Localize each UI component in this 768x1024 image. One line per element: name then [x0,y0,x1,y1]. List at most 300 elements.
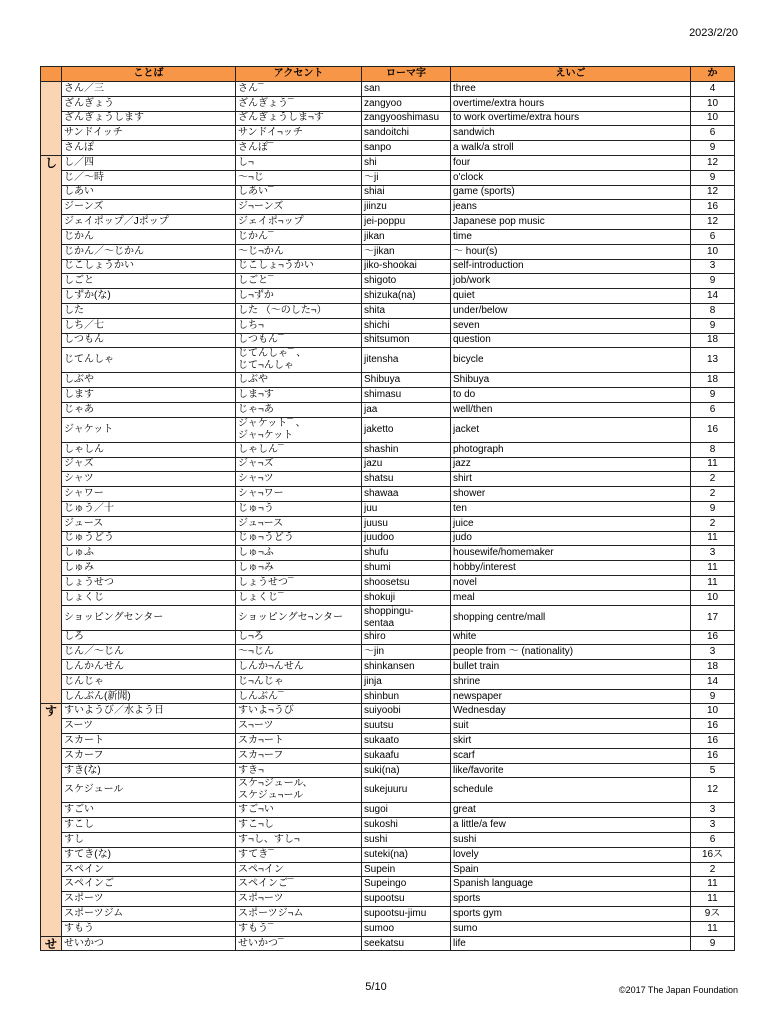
accent-cell: しゅ¬ふ [236,546,362,561]
kotoba-cell: スペインご [62,877,236,892]
eigo-cell: hobby/interest [451,561,691,576]
accent-cell: スケ¬ジュール、 スケジュ¬ール [236,778,362,803]
kotoba-cell: しょくじ [62,590,236,605]
lesson-cell: 16 [691,200,735,215]
lesson-cell: 10 [691,704,735,719]
eigo-cell: life [451,936,691,951]
header-row [41,67,735,82]
romaji-cell: shizuka(na) [362,289,451,304]
romaji-cell: ～jikan [362,244,451,259]
eigo-cell: schedule [451,778,691,803]
eigo-cell: shower [451,487,691,502]
eigo-cell: seven [451,318,691,333]
romaji-cell: suteki(na) [362,847,451,862]
romaji-cell: shokuji [362,590,451,605]
accent-cell: じてんしゃ¯ 、 じて¬んしゃ [236,348,362,373]
accent-cell: ショッピングセ¬ンター [236,605,362,630]
lesson-cell: 9 [691,318,735,333]
kotoba-cell: しんかんせん [62,660,236,675]
romaji-cell: ～jin [362,645,451,660]
eigo-cell: Spanish language [451,877,691,892]
romaji-cell: jinja [362,674,451,689]
table-row [41,704,735,719]
table-row [41,833,735,848]
table-row [41,803,735,818]
table-row [41,289,735,304]
eigo-cell: self-introduction [451,259,691,274]
eigo-cell: sushi [451,833,691,848]
kotoba-cell: しゃしん [62,442,236,457]
eigo-cell: ten [451,501,691,516]
table-row [41,155,735,170]
accent-cell: じ¬んじゃ [236,674,362,689]
page-number: 5/10 [365,981,387,993]
accent-cell: すもう¯ [236,921,362,936]
eigo-cell: question [451,333,691,348]
lesson-cell: 16 [691,417,735,442]
kotoba-cell: しぶや [62,373,236,388]
table-row [41,457,735,472]
lesson-cell: 4 [691,82,735,97]
romaji-cell: sukejuuru [362,778,451,803]
accent-cell: スペ¬イン [236,862,362,877]
lesson-cell: 12 [691,778,735,803]
table-row [41,660,735,675]
table-row [41,575,735,590]
table-row [41,689,735,704]
kotoba-cell: しろ [62,630,236,645]
eigo-cell: newspaper [451,689,691,704]
kotoba-cell: サンドイッチ [62,126,236,141]
lesson-cell: 2 [691,862,735,877]
romaji-cell: shitsumon [362,333,451,348]
kotoba-cell: した [62,303,236,318]
kotoba-cell: ジーンズ [62,200,236,215]
lesson-cell: 10 [691,96,735,111]
kotoba-cell: スポーツ [62,892,236,907]
table-row [41,417,735,442]
romaji-cell: jaa [362,402,451,417]
eigo-cell: quiet [451,289,691,304]
kotoba-cell: すこし [62,818,236,833]
table-row [41,333,735,348]
accent-cell: す¬し、すし¬ [236,833,362,848]
romaji-cell: Supein [362,862,451,877]
lesson-cell: 9 [691,936,735,951]
accent-cell: ス¬ーツ [236,719,362,734]
lesson-cell: 3 [691,259,735,274]
eigo-cell: a walk/a stroll [451,141,691,156]
accent-cell: じゅ¬うどう [236,531,362,546]
kotoba-cell: しょうせつ [62,575,236,590]
romaji-cell: juudoo [362,531,451,546]
accent-cell: し¬ろ [236,630,362,645]
kotoba-cell: シャツ [62,472,236,487]
eigo-cell: jeans [451,200,691,215]
accent-cell: スカ¬ート [236,734,362,749]
romaji-cell: sumoo [362,921,451,936]
kotoba-cell: します [62,388,236,403]
lesson-cell: 2 [691,472,735,487]
romaji-cell: suiyoobi [362,704,451,719]
accent-cell: すき¬ [236,763,362,778]
accent-cell: ～じ¬かん [236,244,362,259]
lesson-cell: 9 [691,388,735,403]
eigo-cell: shrine [451,674,691,689]
eigo-cell: o'clock [451,170,691,185]
kotoba-cell: しあい [62,185,236,200]
romaji-cell: shiai [362,185,451,200]
kotoba-cell: ジャケット [62,417,236,442]
accent-cell: しま¬す [236,388,362,403]
accent-cell: ジャ¬ズ [236,457,362,472]
kotoba-cell: スーツ [62,719,236,734]
lesson-cell: 16 [691,734,735,749]
lesson-cell: 5 [691,763,735,778]
lesson-cell: 11 [691,575,735,590]
romaji-cell: sugoi [362,803,451,818]
lesson-cell: 10 [691,244,735,259]
eigo-cell: Spain [451,862,691,877]
lesson-cell: 12 [691,155,735,170]
table-row [41,388,735,403]
lesson-cell: 10 [691,111,735,126]
accent-cell: すいよ¬うび [236,704,362,719]
lesson-cell: 9 [691,170,735,185]
romaji-cell: shumi [362,561,451,576]
accent-cell: スポ¬ーツ [236,892,362,907]
romaji-cell: Shibuya [362,373,451,388]
accent-cell: ジ¬ーンズ [236,200,362,215]
table-row [41,82,735,97]
romaji-cell: juusu [362,516,451,531]
eigo-cell: bicycle [451,348,691,373]
table-row [41,778,735,803]
eigo-cell: shirt [451,472,691,487]
table-row [41,847,735,862]
kotoba-cell: ジュース [62,516,236,531]
table-row [41,818,735,833]
kotoba-cell: ざんぎょうします [62,111,236,126]
lesson-cell: 10 [691,590,735,605]
table-row [41,936,735,951]
lesson-cell: 11 [691,561,735,576]
eigo-cell: ～ hour(s) [451,244,691,259]
kotoba-cell: すき(な) [62,763,236,778]
table-body [41,82,735,951]
romaji-cell: shawaa [362,487,451,502]
table-row [41,546,735,561]
romaji-cell: shichi [362,318,451,333]
accent-cell: じこしょ¬うかい [236,259,362,274]
table-row [41,674,735,689]
romaji-cell: jaketto [362,417,451,442]
eigo-cell: Wednesday [451,704,691,719]
accent-cell: じゃ¬あ [236,402,362,417]
kotoba-cell: じ／～時 [62,170,236,185]
accent-cell: スポーツジ¬ム [236,907,362,922]
kotoba-cell: すてき(な) [62,847,236,862]
table-row [41,96,735,111]
table-row [41,402,735,417]
lesson-cell: 2 [691,516,735,531]
accent-cell: さん¯ [236,82,362,97]
accent-cell: じゅ¬う [236,501,362,516]
table-row [41,442,735,457]
accent-cell: しんぶん¯ [236,689,362,704]
romaji-cell: juu [362,501,451,516]
romaji-cell: shinbun [362,689,451,704]
table-row [41,274,735,289]
romaji-cell: shashin [362,442,451,457]
eigo-cell: bullet train [451,660,691,675]
eigo-cell: meal [451,590,691,605]
lesson-cell: 14 [691,289,735,304]
table-row [41,244,735,259]
lesson-cell: 11 [691,892,735,907]
lesson-cell: 6 [691,402,735,417]
accent-cell: した （～のした¬） [236,303,362,318]
kotoba-cell: さん／三 [62,82,236,97]
romaji-cell: shatsu [362,472,451,487]
accent-cell: シャ¬ツ [236,472,362,487]
table-row [41,748,735,763]
eigo-cell: judo [451,531,691,546]
table-row [41,215,735,230]
eigo-cell: jacket [451,417,691,442]
eigo-cell: a little/a few [451,818,691,833]
kotoba-cell: せいかつ [62,936,236,951]
romaji-cell: supootsu-jimu [362,907,451,922]
accent-cell: さんぽ¯ [236,141,362,156]
kotoba-header: ことば [62,67,236,82]
kotoba-cell: スカート [62,734,236,749]
eigo-cell: Shibuya [451,373,691,388]
table-row [41,862,735,877]
table-row [41,763,735,778]
kotoba-cell: シャワー [62,487,236,502]
accent-cell: ジェイポ¬ップ [236,215,362,230]
kotoba-cell: ジェイポップ／Jポップ [62,215,236,230]
group-letter-cell: せ [41,936,62,951]
table-row [41,318,735,333]
kotoba-cell: すし [62,833,236,848]
accent-cell: しんか¬んせん [236,660,362,675]
table-row [41,373,735,388]
eigo-cell: job/work [451,274,691,289]
kotoba-cell: すいようび／水よう日 [62,704,236,719]
romaji-cell: shoppingu- sentaa [362,605,451,630]
romaji-cell: shi [362,155,451,170]
eigo-cell: sports [451,892,691,907]
table-row [41,259,735,274]
lesson-cell: 3 [691,546,735,561]
romaji-cell: san [362,82,451,97]
kotoba-cell: しち／七 [62,318,236,333]
kotoba-cell: すもう [62,921,236,936]
lesson-cell: 14 [691,674,735,689]
table-row [41,303,735,318]
lesson-cell: 6 [691,126,735,141]
table-row [41,170,735,185]
romaji-cell: ～ji [362,170,451,185]
lesson-cell: 17 [691,605,735,630]
romaji-cell: sushi [362,833,451,848]
kotoba-cell: じんじゃ [62,674,236,689]
romaji-cell: sukaato [362,734,451,749]
kotoba-cell: じこしょうかい [62,259,236,274]
lesson-cell: 12 [691,185,735,200]
accent-cell: しあい¯ [236,185,362,200]
lesson-cell: 3 [691,818,735,833]
kotoba-cell: ショッピングセンター [62,605,236,630]
lesson-cell: 16 [691,630,735,645]
accent-cell: しぶや [236,373,362,388]
romaji-cell: jiinzu [362,200,451,215]
romaji-cell: sukaafu [362,748,451,763]
lesson-header: か [691,67,735,82]
eigo-cell: suit [451,719,691,734]
lesson-cell: 6 [691,833,735,848]
eigo-cell: well/then [451,402,691,417]
kotoba-cell: じてんしゃ [62,348,236,373]
vocabulary-table [40,66,735,951]
romaji-cell: jazu [362,457,451,472]
lesson-cell: 18 [691,333,735,348]
accent-cell: ざんぎょうしま¬す [236,111,362,126]
eigo-cell: game (sports) [451,185,691,200]
accent-cell: スカ¬ーフ [236,748,362,763]
accent-cell: しゃしん¯ [236,442,362,457]
lesson-cell: 2 [691,487,735,502]
romaji-cell: shoosetsu [362,575,451,590]
romaji-cell: zangyoo [362,96,451,111]
table-row [41,141,735,156]
lesson-cell: 9 [691,689,735,704]
eigo-cell: scarf [451,748,691,763]
accent-cell: ジュ¬ース [236,516,362,531]
kotoba-cell: し／四 [62,155,236,170]
accent-cell: しち¬ [236,318,362,333]
table-row [41,907,735,922]
lesson-cell: 9 [691,274,735,289]
eigo-cell: Japanese pop music [451,215,691,230]
kotoba-cell: しごと [62,274,236,289]
lesson-cell: 11 [691,531,735,546]
romaji-cell: shigoto [362,274,451,289]
romaji-cell: shufu [362,546,451,561]
eigo-cell: jazz [451,457,691,472]
romaji-cell: supootsu [362,892,451,907]
eigo-cell: four [451,155,691,170]
table-row [41,719,735,734]
table-row [41,734,735,749]
lesson-cell: 11 [691,877,735,892]
eigo-cell: novel [451,575,691,590]
kotoba-cell: じゃあ [62,402,236,417]
kotoba-cell: しつもん [62,333,236,348]
kotoba-cell: しずか(な) [62,289,236,304]
kotoba-cell: スケジュール [62,778,236,803]
romaji-cell: shita [362,303,451,318]
lesson-cell: 6 [691,229,735,244]
accent-cell: シャ¬ワー [236,487,362,502]
table-row [41,645,735,660]
table-row [41,229,735,244]
table-row [41,630,735,645]
eigo-cell: sandwich [451,126,691,141]
accent-cell: し¬ [236,155,362,170]
accent-header: アクセント [236,67,362,82]
table-row [41,605,735,630]
table-row [41,472,735,487]
lesson-cell: 11 [691,457,735,472]
eigo-cell: to work overtime/extra hours [451,111,691,126]
table-row [41,921,735,936]
eigo-cell: juice [451,516,691,531]
accent-cell: すご¬い [236,803,362,818]
eigo-cell: white [451,630,691,645]
lesson-cell: 8 [691,442,735,457]
lesson-cell: 9 [691,501,735,516]
lesson-cell: 9 [691,141,735,156]
eigo-cell: like/favorite [451,763,691,778]
group-letter-cell: し [41,155,62,704]
romaji-cell: jikan [362,229,451,244]
romaji-cell: suki(na) [362,763,451,778]
accent-cell: ～¬じ [236,170,362,185]
romaji-cell: shinkansen [362,660,451,675]
document-date: 2023/2/20 [689,27,738,39]
kotoba-cell: スポーツジム [62,907,236,922]
lesson-cell: 16 [691,748,735,763]
romaji-header: ローマ字 [362,67,451,82]
romaji-cell: seekatsu [362,936,451,951]
accent-cell: すてき¯ [236,847,362,862]
kotoba-cell: じかん／～じかん [62,244,236,259]
group-header-cell [41,67,62,82]
kotoba-cell: すごい [62,803,236,818]
eigo-cell: overtime/extra hours [451,96,691,111]
eigo-cell: sports gym [451,907,691,922]
table-row [41,126,735,141]
eigo-cell: three [451,82,691,97]
romaji-cell: shimasu [362,388,451,403]
eigo-cell: great [451,803,691,818]
accent-cell: すこ¬し [236,818,362,833]
accent-cell: しょくじ¯ [236,590,362,605]
eigo-cell: lovely [451,847,691,862]
kotoba-cell: しんぶん(新聞) [62,689,236,704]
romaji-cell: Supeingo [362,877,451,892]
kotoba-cell: スカーフ [62,748,236,763]
eigo-cell: shopping centre/mall [451,605,691,630]
accent-cell: サンドイ¬ッチ [236,126,362,141]
table-row [41,590,735,605]
accent-cell: スペインご¯ [236,877,362,892]
eigo-cell: time [451,229,691,244]
eigo-cell: skirt [451,734,691,749]
accent-cell: しつもん¯ [236,333,362,348]
accent-cell: しごと¯ [236,274,362,289]
table-row [41,111,735,126]
accent-cell: ～¬じん [236,645,362,660]
kotoba-cell: スペイン [62,862,236,877]
table-row [41,531,735,546]
table-row [41,200,735,215]
accent-cell: しょうせつ¯ [236,575,362,590]
eigo-cell: photograph [451,442,691,457]
